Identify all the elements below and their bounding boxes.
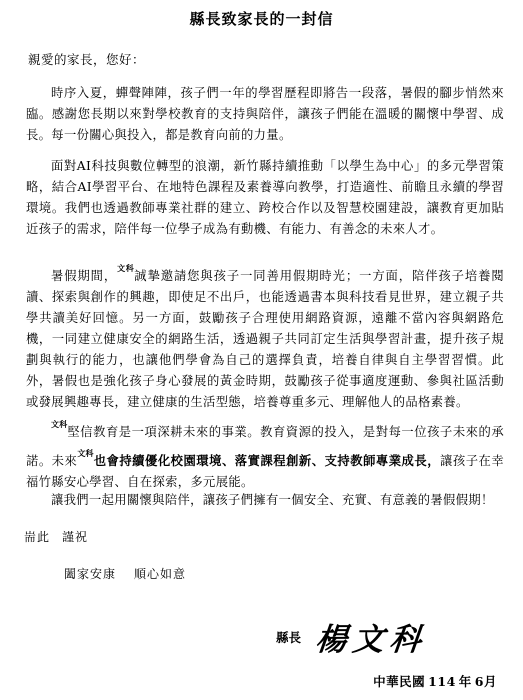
closing-line [24, 528, 88, 545]
signature [313, 614, 429, 659]
paragraph-4 [26, 414, 504, 493]
paragraph-4-lead: 堅信教育是一項深耕未來的事業。教育資源的投入，是對每一位孩子未來的承諾。未來 [26, 425, 505, 468]
paragraph-3-lead: 暑假期間， [51, 269, 118, 283]
date-month: 6 [474, 674, 484, 689]
signer-role: 縣長 [276, 630, 302, 645]
letter-title: 縣長致家長的一封信 [189, 10, 334, 28]
paragraph-5: 讓我們一起用關懷與陪伴，讓孩子們擁有一個安全、充實、有意義的暑假假期！ [51, 493, 494, 507]
name-mark: 文科 [117, 263, 135, 273]
paragraph-4-tail: 讓孩子在幸福竹縣安心學習、自在探索，多元展能。 [26, 454, 505, 489]
closing-greeting: 謹祝 [62, 530, 89, 544]
wish-1: 闔家安康 [64, 567, 117, 581]
date-year-unit: 年 [458, 674, 472, 689]
name-mark: 文科 [51, 419, 68, 429]
wish-2: 順心如意 [134, 567, 187, 581]
wishes-line [64, 565, 186, 582]
letter-date [373, 672, 497, 690]
date-era: 中華民國 [373, 674, 426, 689]
signature-text: 楊文科 [313, 622, 429, 658]
paragraph-4-emphasis: 也會持續優化校園環境、落實課程創新、支持教師專業成長， [93, 453, 441, 468]
paragraph-1: 時序入夏，蟬聲陣陣，孩子們一年的學習歷程即將告一段落，暑假的腳步悄然來臨。感謝您長期以來對學校教育的支持與陪伴，讓孩子們能在溫暖的關懷中學習、成長。每一份關心與投入，都是教育向前的力量。 [26, 86, 504, 142]
paragraph-2: 面對AI科技與數位轉型的浪潮，新竹縣持續推動「以學生為中心」的多元學習策略，結合AI學習平台、在地特色課程及素養導向教學，打造適性、前瞻且永續的學習環境。我們也透過教師專業社群的建立、跨校合作以及智慧校園建設，讓教育更加貼近孩子的需求，陪伴每一位學子成為有動機、有能力、有善念的未來人才。 [26, 159, 504, 236]
closing-phrase: 耑此 [24, 530, 51, 544]
date-month-unit: 月 [483, 674, 497, 689]
paragraph-3-body: 誠摯邀請您與孩子一同善用假期時光；一方面，陪伴孩子培養閱讀、探索與創作的興趣，即使足不出戶，也能透過書本與科技看見世界，建立親子共學共讀美好回憶。另一方面，鼓勵孩子合理使用網路資源，遠離不當內容與網路危機，一同建立健康安全的網路生活，透過親子共同訂定生活與學習計畫，提升孩子規劃與執行的能力，也讓他們學會為自己的選擇負責，培養自律與自主學習習慣。此外，暑假也是強化孩子身心發展的黃金時期，鼓勵孩子從事適度運動、參與社區活動或發展興趣專長，建立健康的生活型態，培養尊重多元、理解他人的品格素養。 [26, 269, 504, 409]
paragraph-3 [26, 258, 504, 413]
date-year: 114 [428, 674, 456, 689]
name-mark: 文科 [77, 448, 94, 458]
salutation: 親愛的家長，您好： [28, 52, 146, 67]
